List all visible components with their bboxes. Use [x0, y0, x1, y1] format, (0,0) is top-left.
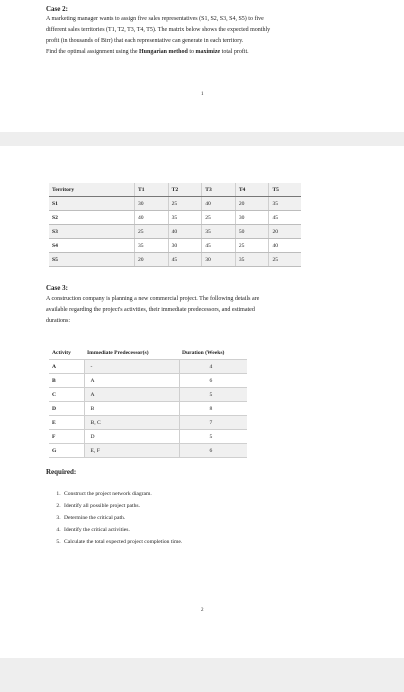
required-heading: Required: [46, 468, 77, 476]
table-cell: 30 [135, 197, 169, 211]
duration-cell: 6 [179, 444, 247, 458]
table-cell: 35 [269, 197, 301, 211]
table-cell: 40 [269, 239, 301, 253]
table-cell: 45 [168, 253, 202, 267]
table-cell: 40 [168, 225, 202, 239]
instruction-prefix: Find the optimal assignment using the [46, 49, 139, 55]
page-separator [0, 658, 404, 692]
table-row [49, 444, 247, 458]
table-row [49, 430, 247, 444]
table-cell: 30 [202, 253, 236, 267]
header-cell: Activity [49, 346, 84, 360]
duration-cell: 8 [179, 402, 247, 416]
table-cell: 35 [202, 225, 236, 239]
activity-cell: C [49, 388, 84, 402]
method-name: Hungarian method [139, 49, 188, 55]
row-label: S5 [49, 253, 135, 267]
list-item: 3. Determine the critical path. [62, 512, 182, 524]
table-header-row [49, 346, 247, 360]
activity-cell: G [49, 444, 84, 458]
table-cell: 45 [202, 239, 236, 253]
case-3-heading: Case 3: [46, 284, 68, 292]
case-2-description [46, 14, 364, 58]
case-2-heading: Case 2: [46, 5, 68, 13]
required-list [46, 488, 182, 548]
paragraph-line: different sales territories (T1, T2, T3, T4, T5). The matrix below shows the expected monthly [46, 27, 271, 33]
paragraph-line: A construction company is planning a new commercial project. The following details are [46, 296, 260, 302]
activity-cell: F [49, 430, 84, 444]
paragraph-line: A marketing manager wants to assign five sales representatives (S1, S2, S3, S4, S5) to five [46, 16, 264, 22]
header-cell: Territory [49, 183, 135, 197]
predecessor-cell: B, C [84, 416, 179, 430]
page-1 [0, 0, 404, 132]
row-label: S2 [49, 211, 135, 225]
profit-matrix-table [49, 183, 301, 267]
header-cell: T4 [235, 183, 269, 197]
table-row [49, 374, 247, 388]
table-cell: 50 [235, 225, 269, 239]
paragraph-line: durations: [46, 318, 70, 324]
header-cell: Duration (Weeks) [179, 346, 247, 360]
table-cell: 40 [202, 197, 236, 211]
predecessor-cell: - [84, 360, 179, 374]
goal-word: maximize [195, 49, 221, 55]
header-cell: Immediate Predecessor(s) [84, 346, 179, 360]
header-cell: T1 [135, 183, 169, 197]
header-cell: T3 [202, 183, 236, 197]
row-label: S3 [49, 225, 135, 239]
instruction-mid: to [187, 49, 196, 55]
table-row [49, 225, 301, 239]
activity-cell: B [49, 374, 84, 388]
header-cell: T2 [168, 183, 202, 197]
table-row [49, 402, 247, 416]
table-row [49, 239, 301, 253]
table-header-row [49, 183, 301, 197]
table-cell: 35 [135, 239, 169, 253]
table-row [49, 211, 301, 225]
page-number: 1 [201, 92, 204, 97]
instruction-suffix: total profit. [220, 49, 249, 55]
list-item: 2. Identify all possible project paths. [62, 500, 182, 512]
table-row [49, 197, 301, 211]
activity-cell: E [49, 416, 84, 430]
table-cell: 20 [235, 197, 269, 211]
predecessor-cell: D [84, 430, 179, 444]
duration-cell: 7 [179, 416, 247, 430]
table-row [49, 253, 301, 267]
table-cell: 20 [135, 253, 169, 267]
table-cell: 30 [235, 211, 269, 225]
page-number: 2 [201, 608, 204, 613]
predecessor-cell: A [84, 374, 179, 388]
paragraph-line: available regarding the project's activities, their immediate predecessors, and estimated [46, 307, 255, 313]
header-cell: T5 [269, 183, 301, 197]
page-2 [0, 146, 404, 658]
table-cell: 35 [168, 211, 202, 225]
table-cell: 25 [202, 211, 236, 225]
duration-cell: 5 [179, 388, 247, 402]
table-row [49, 388, 247, 402]
table-cell: 25 [168, 197, 202, 211]
activities-table [49, 346, 247, 458]
list-item: 4. Identify the critical activities. [62, 524, 182, 536]
predecessor-cell: A [84, 388, 179, 402]
list-item: 5. Calculate the total expected project completion time. [62, 536, 182, 548]
table-cell: 20 [269, 225, 301, 239]
activity-cell: A [49, 360, 84, 374]
activity-cell: D [49, 402, 84, 416]
table-cell: 25 [235, 239, 269, 253]
duration-cell: 5 [179, 430, 247, 444]
row-label: S4 [49, 239, 135, 253]
row-label: S1 [49, 197, 135, 211]
table-row [49, 416, 247, 430]
predecessor-cell: B [84, 402, 179, 416]
paragraph-line: profit (in thousands of Birr) that each representative can generate in each territory. [46, 38, 244, 44]
page-separator [0, 132, 404, 146]
predecessor-cell: E, F [84, 444, 179, 458]
duration-cell: 4 [179, 360, 247, 374]
table-cell: 25 [135, 225, 169, 239]
table-cell: 40 [135, 211, 169, 225]
table-cell: 35 [235, 253, 269, 267]
duration-cell: 6 [179, 374, 247, 388]
table-row [49, 360, 247, 374]
case-3-description [46, 294, 364, 327]
table-cell: 25 [269, 253, 301, 267]
table-cell: 30 [168, 239, 202, 253]
table-cell: 45 [269, 211, 301, 225]
list-item: 1. Construct the project network diagram. [62, 488, 182, 500]
